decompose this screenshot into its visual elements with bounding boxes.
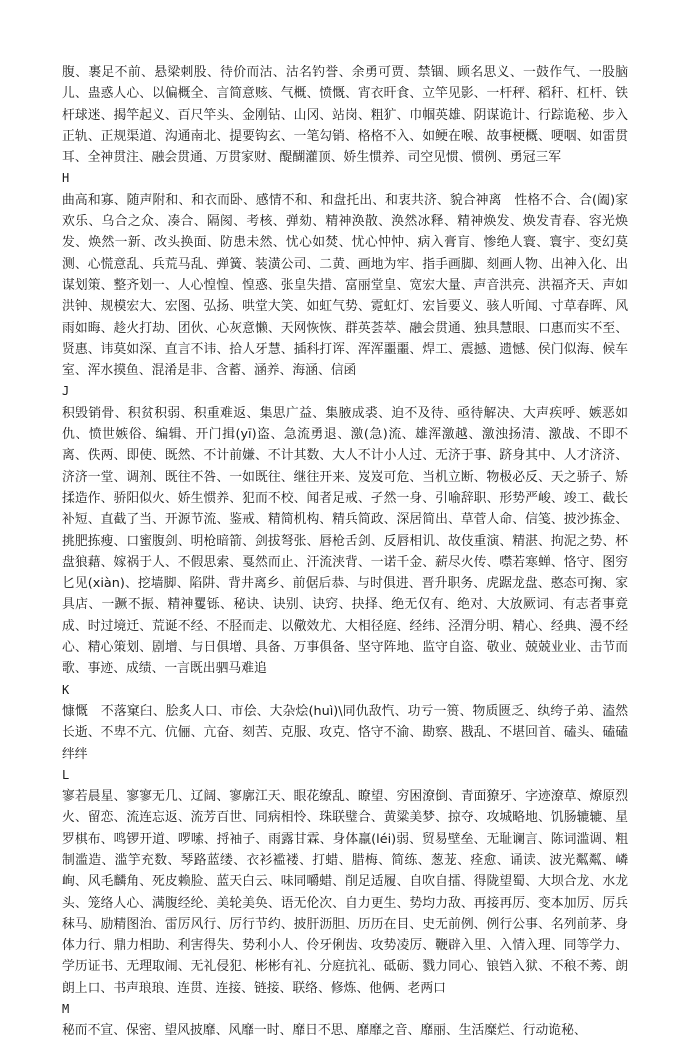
section-j-text: 积毁销骨、积贫积弱、积重难返、集思广益、集腋成裘、迫不及待、亟待解决、大声疾呼、嫉恶如仇、愤世嫉俗、编辑、开门揖(yī)盗、急流勇退、激(急)流、雄浑激越、激浊扬清、激战、不即不离、佚两、即使、既然、不计前嫌、不计其数、大人不计小人过、无济于事、跻身其中、人才济济、济济一堂、调剂、既往不咎、一如既往、继往开来、岌岌可危、当机立断、物极必反、天之骄子、矫揉造作、骄阳似火、娇生惯养、犯而不校、闻者足戒、孑然一身、引喻辞职、形势严峻、竣工、截长补短、直截了当、开源节流、鉴戒、精简机构、精兵简政、深居简出、草菅人命、信笺、披沙拣金、挑肥拣瘦、口蜜腹剑、明枪暗箭、剑拔弩张、唇枪舌剑、反唇相讥、故伎重演、精湛、拘泥之势、杯盘狼藉、嫁祸于人、不假思索、戛然而止、汗流浃背、一诺千金、薪尽火传、噤若寒蝉、恪守、图穷匕见(xiàn)、挖墙脚、陷阱、背井离乡、前倨后恭、与时俱进、晋升职务、虎踞龙盘、憨态可掬、家具店、一蹶不振、精神矍铄、秘诀、诀别、诀窍、抉择、绝无仅有、绝对、大放厥词、有志者事竟成、时过境迁、荒诞不经、不胫而走、以儆效尤、大相径庭、经纬、泾渭分明、精心、经典、漫不经心、精心策划、剧增、与日俱增、具备、万事俱备、坚守阵地、监守自盗、敬业、兢兢业业、击节而歌、事迹、成绩、一言既出驷马难追: [62, 405, 628, 677]
section-heading-m: M: [62, 1002, 70, 1017]
section-heading-h: H: [62, 171, 70, 186]
section-g-text: 腹、裹足不前、悬梁刺股、待价而沽、沽名钓誉、余勇可贾、禁锢、顾名思义、一鼓作气、一股脑儿、蛊惑人心、以偏概全、言简意赅、气概、愤慨、宵衣旰食、立竿见影、一杆秤、稻秆、杠杆、铁杆球迷、揭竿起义、百尺竿头、金刚钻、山冈、站岗、粗犷、巾帼英雄、阴谋诡计、行踪诡秘、步入正轨、正规渠道、沟通南北、提要钩玄、一笔勾销、格格不入、如鲠在喉、故事梗概、哽咽、如雷贯耳、全神贯注、融会贯通、万贯家财、醍醐灌顶、娇生惯养、司空见惯、惯例、勇冠三军: [62, 65, 628, 166]
section-l-text: 寥若晨星、寥寥无几、辽阔、寥廓江天、眼花缭乱、瞭望、穷困潦倒、青面獠牙、字迹潦草、燎原烈火、留恋、流连忘返、流芳百世、同病相怜、珠联璧合、黄粱美梦、掠夺、攻城略地、饥肠辘辘、星罗棋布、鸣锣开道、啰嗦、捋袖子、雨露甘霖、身体羸(léi)弱、贸易壁垒、无耻谰言、陈词滥调、粗制滥造、滥竽充数、琴路蓝缕、衣衫褴褛、打蜡、腊梅、简练、葱茏、痊愈、诵读、波光粼粼、嶙峋、风毛麟角、死皮赖脸、蓝天白云、味同嚼蜡、削足适履、自吹自擂、得陇望蜀、大坝合龙、水龙头、笼络人心、满腹经纶、美轮美奂、语无伦次、自力更生、势均力敌、再接再厉、变本加厉、厉兵秣马、励精图治、雷厉风行、厉行节约、披肝沥胆、历历在目、史无前例、例行公事、名列前茅、身体力行、鼎力相助、利害得失、势利小人、伶牙俐齿、攻势凌厉、鞭辟入里、入情入理、同等学力、学历证书、无理取闹、无礼侵犯、彬彬有礼、分庭抗礼、砥砺、戮力同心、锒铛入狱、不稂不莠、朗朗上口、书声琅琅、连贯、连接、链接、联络、修炼、他俩、老两口: [62, 789, 628, 996]
section-heading-j: J: [62, 384, 70, 399]
section-heading-k: K: [62, 682, 70, 697]
section-h-text: 曲高和寡、随声附和、和衣而卧、感情不和、和盘托出、和衷共济、貌合神离 性格不合、合(阖)家欢乐、乌合之众、凑合、隔阂、考核、弹劾、精神涣散、涣然冰释、精神焕发、焕发青春、容光焕发、焕然一新、改头换面、防患未然、忧心如焚、忧心忡忡、病入膏肓、惨绝人寰、寰宇、变幻莫测、心慌意乱、兵荒马乱、弹簧、装潢公司、二黄、画地为牢、指手画脚、刻画人物、出神入化、出谋划策、整齐划一、人心惶惶、惶惑、张皇失措、富丽堂皇、宽宏大量、声音洪亮、洪福齐天、声如洪钟、规模宏大、宏图、弘扬、哄堂大笑、如虹气势、霓虹灯、宏旨要义、骇人听闻、寸草春晖、风雨如晦、趁火打劫、团伙、心灰意懒、天网恢恢、群英荟萃、融会贯通、独具慧眼、口惠而实不至、贤惠、讳莫如深、直言不讳、拾人牙慧、插科打诨、浑浑噩噩、焊工、震撼、遗憾、侯门似海、候车室、浑水摸鱼、混淆是非、含蓄、涵养、海涵、信函: [62, 192, 628, 379]
section-m-text: 秘而不宣、保密、望风披靡、风靡一时、靡日不思、靡靡之音、靡丽、生活糜烂、行动诡秘、: [62, 1023, 587, 1039]
section-k-text: 慷慨 不落窠臼、脍炙人口、市侩、大杂烩(huì)\同仇敌忾、功亏一篑、物质匮乏、纨绔子弟、溘然长逝、不卑不亢、伉俪、亢奋、刻苦、克服、攻克、恪守不渝、勘察、戡乱、不堪回首、磕头、磕磕绊绊: [62, 703, 628, 762]
section-heading-l: L: [62, 767, 70, 782]
